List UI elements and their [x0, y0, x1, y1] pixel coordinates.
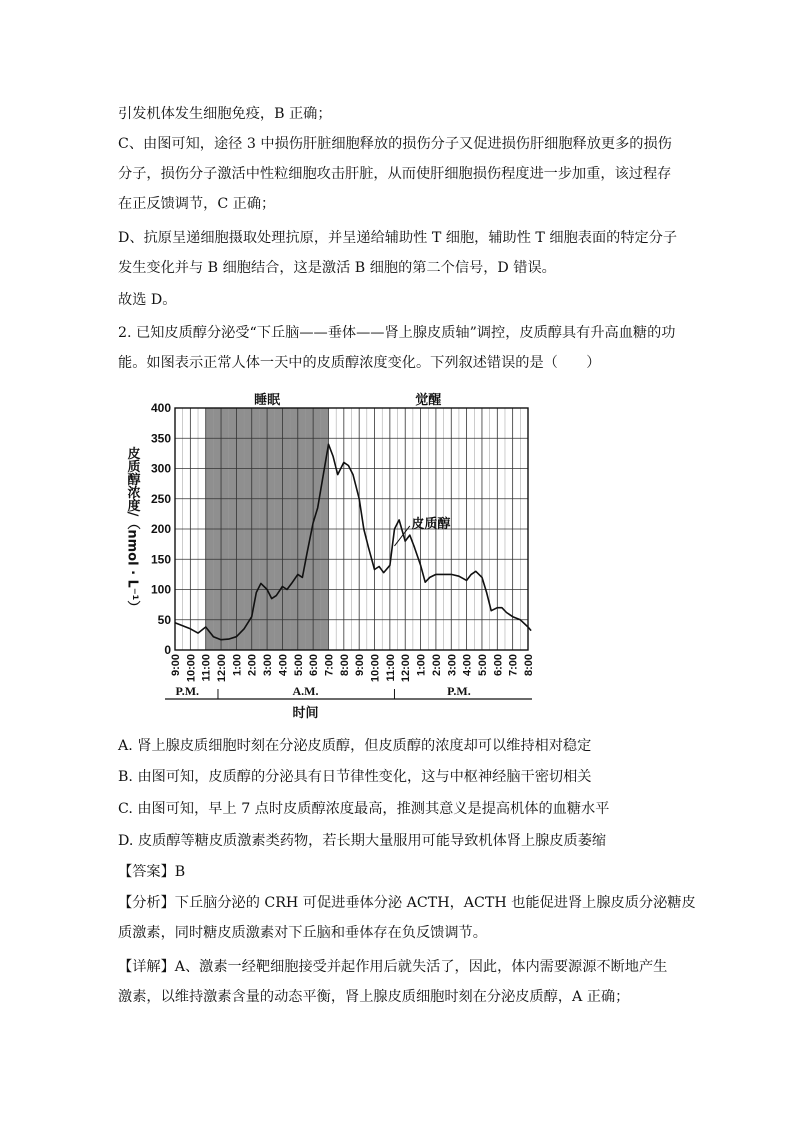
- question-stem-line-2: 能。如图表示正常人体一天中的皮质醇浓度变化。下列叙述错误的是（ ）: [118, 355, 601, 371]
- x-tick-label: 7:00: [507, 654, 520, 677]
- y-tick-label: 250: [150, 491, 171, 506]
- x-tick-label: 9:00: [170, 654, 182, 677]
- x-tick-label: 4:00: [461, 654, 474, 677]
- option-c: C. 由图可知，早上 7 点时皮质醇浓度最高，推测其意义是提高机体的血糖水平: [118, 801, 610, 817]
- x-tick-label: 2:00: [430, 654, 443, 677]
- detail-line-1: 【详解】A、激素一经靶细胞接受并起作用后就失活了，因此，体内需要源源不断地产生: [118, 959, 668, 975]
- period-label: A.M.: [292, 684, 319, 698]
- y-tick-label: 0: [164, 643, 171, 657]
- option-d: D. 皮质醇等糖皮质激素类药物，若长期大量服用可能导致机体肾上腺皮质萎缩: [118, 833, 607, 849]
- answer-line: 【答案】B: [118, 864, 186, 880]
- analysis-line-1: 【分析】下丘脑分泌的 CRH 可促进垂体分泌 ACTH，ACTH 也能促进肾上腺皮质分泌糖皮: [118, 895, 696, 911]
- text-line-7: 故选 D。: [118, 292, 177, 308]
- text-line-5: D、抗原呈递细胞摄取处理抗原，并呈递给辅助性 T 细胞，辅助性 T 细胞表面的特定分子: [118, 230, 678, 246]
- x-tick-label: 8:00: [338, 654, 351, 677]
- x-tick-label: 10:00: [185, 654, 198, 683]
- text-line-4: 在正反馈调节，C 正确；: [118, 196, 276, 212]
- sleep-label: 睡眠: [254, 393, 281, 408]
- awake-label: 觉醒: [415, 393, 442, 408]
- x-tick-label: 4:00: [277, 654, 290, 677]
- x-tick-label: 5:00: [476, 654, 489, 677]
- x-tick-label: 11:00: [200, 654, 213, 682]
- x-tick-label: 6:00: [492, 654, 505, 677]
- y-tick-label: 150: [150, 552, 171, 567]
- x-tick-label: 1:00: [415, 654, 428, 677]
- period-label: P.M.: [175, 684, 200, 698]
- y-tick-label: 350: [150, 431, 171, 446]
- cortisol-chart-svg: [118, 390, 558, 725]
- y-tick-label: 50: [157, 612, 171, 627]
- x-axis-label: 时间: [292, 706, 319, 721]
- x-tick-label: 9:00: [354, 654, 367, 677]
- x-tick-label: 6:00: [308, 654, 321, 677]
- x-tick-label: 12:00: [216, 654, 229, 683]
- y-tick-label: 300: [150, 461, 171, 476]
- cortisol-chart: [118, 390, 558, 725]
- series-label: 皮质醇: [411, 516, 451, 532]
- detail-line-2: 激素，以维持激素含量的动态平衡，肾上腺皮质细胞时刻在分泌皮质醇，A 正确；: [118, 989, 630, 1005]
- x-tick-label: 11:00: [384, 654, 397, 682]
- option-a: A. 肾上腺皮质细胞时刻在分泌皮质醇，但皮质醇的浓度却可以维持相对稳定: [118, 738, 592, 754]
- text-line-1: 引发机体发生细胞免疫，B 正确；: [118, 106, 332, 122]
- period-label: P.M.: [447, 684, 471, 698]
- y-axis-label: 皮质醇浓度/（nmol · L⁻¹）: [124, 446, 140, 614]
- x-tick-label: 8:00: [523, 654, 535, 677]
- y-tick-label: 200: [150, 522, 171, 536]
- x-tick-label: 2:00: [246, 654, 259, 677]
- x-tick-label: 3:00: [262, 654, 275, 677]
- text-line-2: C、由图可知，途径 3 中损伤肝脏细胞释放的损伤分子又促进损伤肝细胞释放更多的损伤: [118, 136, 672, 152]
- x-tick-label: 10:00: [369, 654, 382, 683]
- analysis-line-2: 质激素，同时糖皮质激素对下丘脑和垂体存在负反馈调节。: [118, 925, 487, 941]
- x-tick-label: 7:00: [323, 654, 336, 677]
- x-tick-label: 5:00: [292, 654, 305, 677]
- y-tick-label: 100: [150, 582, 171, 597]
- x-tick-label: 3:00: [446, 654, 459, 677]
- option-b: B. 由图可知，皮质醇的分泌具有日节律性变化，这与中枢神经脑干密切相关: [118, 769, 592, 785]
- text-line-6: 发生变化并与 B 细胞结合，这是激活 B 细胞的第二个信号，D 错误。: [118, 260, 556, 276]
- x-tick-label: 1:00: [231, 654, 244, 677]
- x-tick-label: 12:00: [400, 654, 413, 683]
- y-tick-label: 400: [150, 401, 171, 415]
- text-line-3: 分子，损伤分子激活中性粒细胞攻击肝脏，从而使肝细胞损伤程度进一步加重，该过程存: [118, 166, 672, 182]
- question-stem-line-1: 2. 已知皮质醇分泌受“下丘脑——垂体——肾上腺皮质轴”调控，皮质醇具有升高血糖的功: [118, 325, 676, 341]
